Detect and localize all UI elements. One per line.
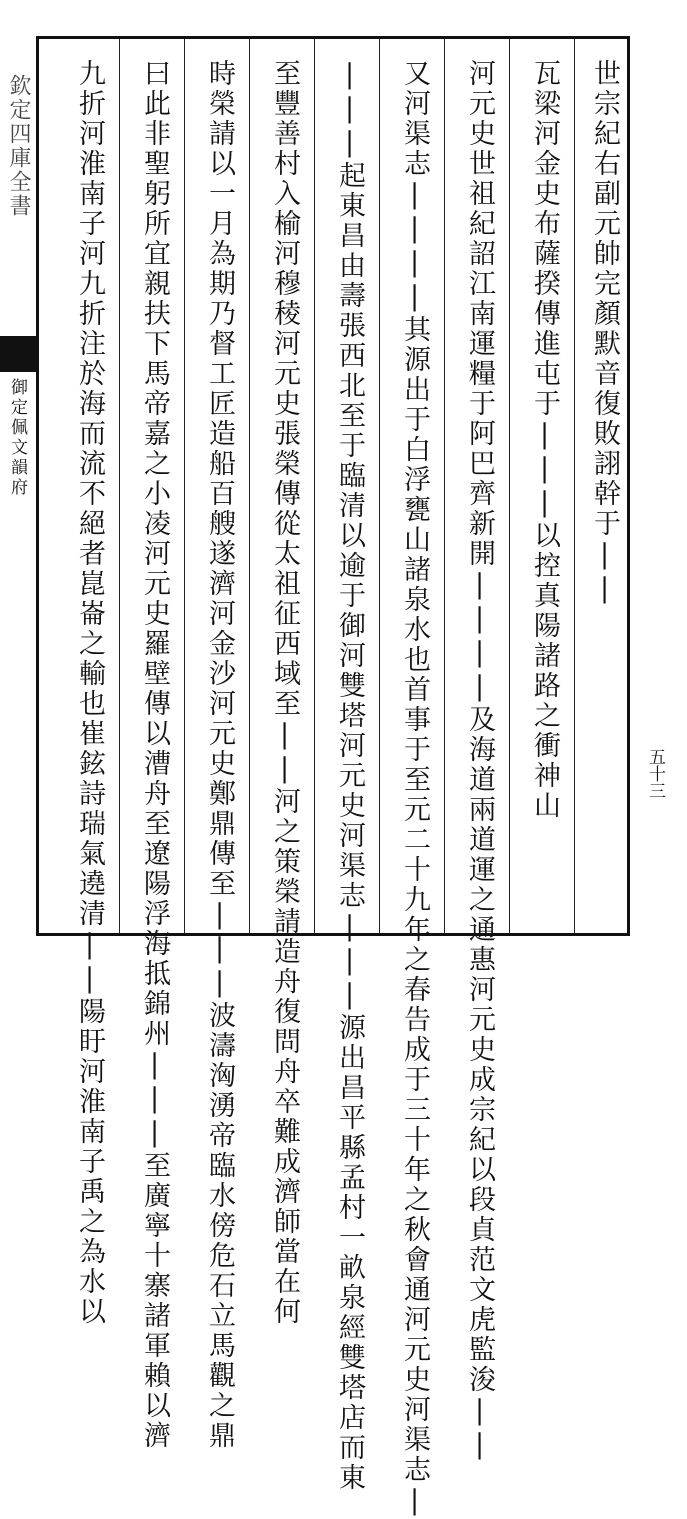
margin-book-title: 御定佩文韻府 (7, 378, 27, 498)
text-column-4: 又河渠志||||其源出于白浮甕山諸泉水也首事于至元二十九年之春告成于三十年之秋會通河元史河渠志| (399, 59, 430, 1519)
text-column-6: 至豐善村入榆河穆稜河元史張榮傳從太祖征西域至||河之策榮請造舟復問舟卒難成濟師當在何 (269, 59, 300, 1327)
text-column-1: 世宗紀右副元帥完顏默音復敗詡幹于|| (589, 59, 620, 607)
text-column-8: 曰此非聖躬所宜親扶下馬帝嘉之小凌河元史羅壁傳以漕舟至遼陽浮海抵錦州|||至廣寧十寨諸軍賴以濟 (139, 59, 170, 1451)
margin-top-text: 欽定四庫全書 (6, 74, 31, 218)
page-frame (36, 36, 630, 1519)
column-rule (184, 39, 185, 933)
text-column-7: 時榮請以一月為期乃督工匠造船百艘遂濟河金沙河元史鄭鼎傳至|||波濤洶湧帝臨水傍危石立馬觀之鼎 (204, 59, 235, 1451)
column-rule (249, 39, 250, 933)
text-column-2: 瓦梁河金史布薩揆傳進屯于|||以控真陽諸路之衝神山 (529, 59, 560, 821)
page-number: 五十三 (645, 748, 665, 799)
margin-black-bar (0, 336, 36, 372)
column-rule (444, 39, 445, 933)
column-rule (509, 39, 510, 933)
column-rule (119, 39, 120, 933)
column-rule (574, 39, 575, 933)
margin-strip (0, 36, 36, 936)
column-rule (314, 39, 315, 933)
text-column-9: 九折河淮南子河九折注於海而流不絕者崑崙之輸也崔鉉詩瑞氣遶清||陽盱河淮南子禹之為水以 (74, 59, 105, 1327)
text-column-3: 河元史世祖紀詔江南運糧于阿巴齊新開||||及海道兩道運之通惠河元史成宗紀以段貞范文虎監浚|| (464, 59, 495, 1463)
text-column-5: |||起東昌由壽張西北至于臨清以逾于御河雙塔河元史河渠志|||源出昌平縣孟村一畝泉經雙塔店而東 (334, 59, 365, 1493)
column-rule (379, 39, 380, 933)
